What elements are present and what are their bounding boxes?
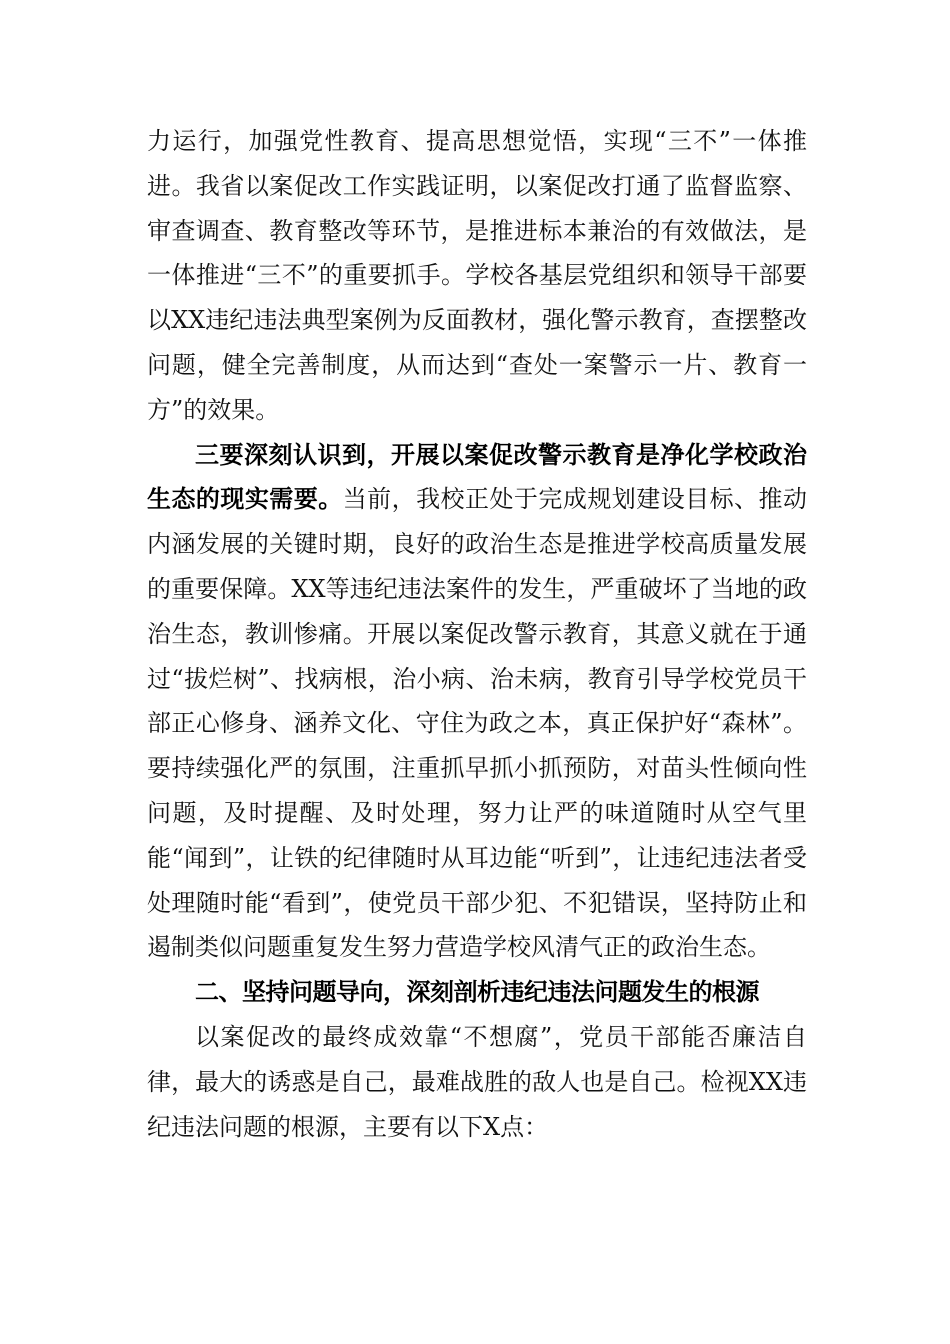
paragraph-lead-sentence: 三要深刻认识到，开展以案促改警示教育是净化学校政治生态的现实需要。: [147, 440, 807, 514]
paragraph-continued: [147, 119, 807, 433]
paragraph-section-intro: [147, 1015, 807, 1149]
paragraph-text: 以案促改的最终成效靠“不想腐”，党员干部能否廉洁自律，最大的诱惑是自己，最难战胜的敌人也是自己。检视XX违纪违法问题的根源，主要有以下X点：: [147, 1022, 807, 1141]
paragraph-text: 力运行，加强党性教育、提高思想觉悟，实现“三不”一体推进。我省以案促改工作实践证明，以案促改打通了监督监察、审查调查、教育整改等环节，是推进标本兼治的有效做法，是一体推进“三不”的重要抓手。学校各基层党组织和领导干部要以XX违纪违法典型案例为反面教材，强化警示教育，查摆整改问题，健全完善制度，从而达到“查处一案警示一片、教育一方”的效果。: [147, 127, 807, 424]
section-heading: 二、坚持问题导向，深刻剖析违纪违法问题发生的根源: [195, 978, 759, 1007]
paragraph-point-three: [147, 433, 807, 971]
document-body: [147, 119, 807, 1149]
paragraph-text: 当前，我校正处于完成规划建设目标、推动内涵发展的关键时期，良好的政治生态是推进学校高质量发展的重要保障。XX等违纪违法案件的发生，严重破坏了当地的政治生态，教训惨痛。开展以案促改警示教育，其意义就在于通过“拔烂树”、找病根，治小病、治未病，教育引导学校党员干部正心修身、涵养文化、守住为政之本，真正保护好“森林”。要持续强化严的氛围，注重抓早抓小抓预防，对苗头性倾向性问题，及时提醒、及时处理，努力让严的味道随时从空气里能“闻到”，让铁的纪律随时从耳边能“听到”，让违纪违法者受处理随时能“看到”，使党员干部少犯、不犯错误，坚持防止和遏制类似问题重复发生努力营造学校风清气正的政治生态。: [147, 485, 808, 962]
